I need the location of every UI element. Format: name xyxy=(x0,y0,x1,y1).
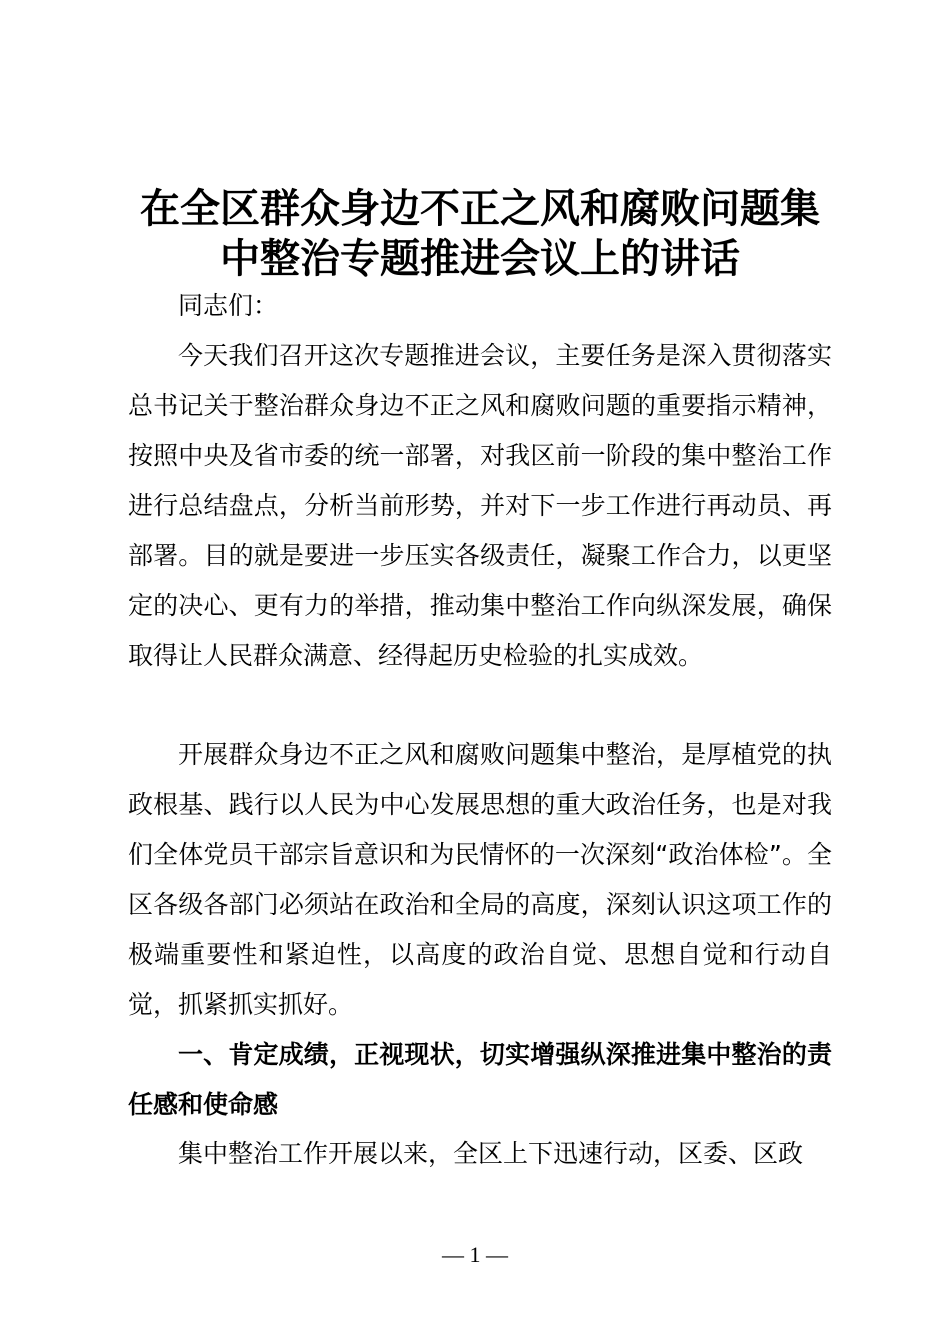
paragraph-1: 今天我们召开这次专题推进会议，主要任务是深入贯彻落实总书记关于整治群众身边不正之风和腐败问题的重要指示精神，按照中央及省市委的统一部署，对我区前一阶段的集中整治工作进行总结盘点，分析当前形势，并对下一步工作进行再动员、再部署。目的就是要进一步压实各级责任，凝聚工作合力，以更坚定的决心、更有力的举措，推动集中整治工作向纵深发展，确保取得让人民群众满意、经得起历史检验的扎实成效。 xyxy=(128,341,832,670)
document-title xyxy=(100,184,860,284)
salutation: 同志们： xyxy=(178,291,279,320)
page-number: — 1 — xyxy=(442,1242,508,1267)
title-line-2: 中整治专题推进会议上的讲话 xyxy=(220,236,740,282)
title-line-1: 在全区群众身边不正之风和腐败问题集 xyxy=(140,186,820,232)
paragraph-2: 开展群众身边不正之风和腐败问题集中整治，是厚植党的执政根基、践行以人民为中心发展思想的重大政治任务，也是对我们全体党员干部宗旨意识和为民情怀的一次深刻“政治体检”。全区各级各部门必须站在政治和全局的高度，深刻认识这项工作的极端重要性和紧迫性，以高度的政治自觉、思想自觉和行动自觉，抓紧抓实抓好。 xyxy=(128,740,832,1019)
paragraph-3: 集中整治工作开展以来，全区上下迅速行动，区委、区政 xyxy=(178,1139,804,1168)
section-heading-1: 一、肯定成绩，正视现状，切实增强纵深推进集中整治的责任感和使命感 xyxy=(128,1040,832,1119)
